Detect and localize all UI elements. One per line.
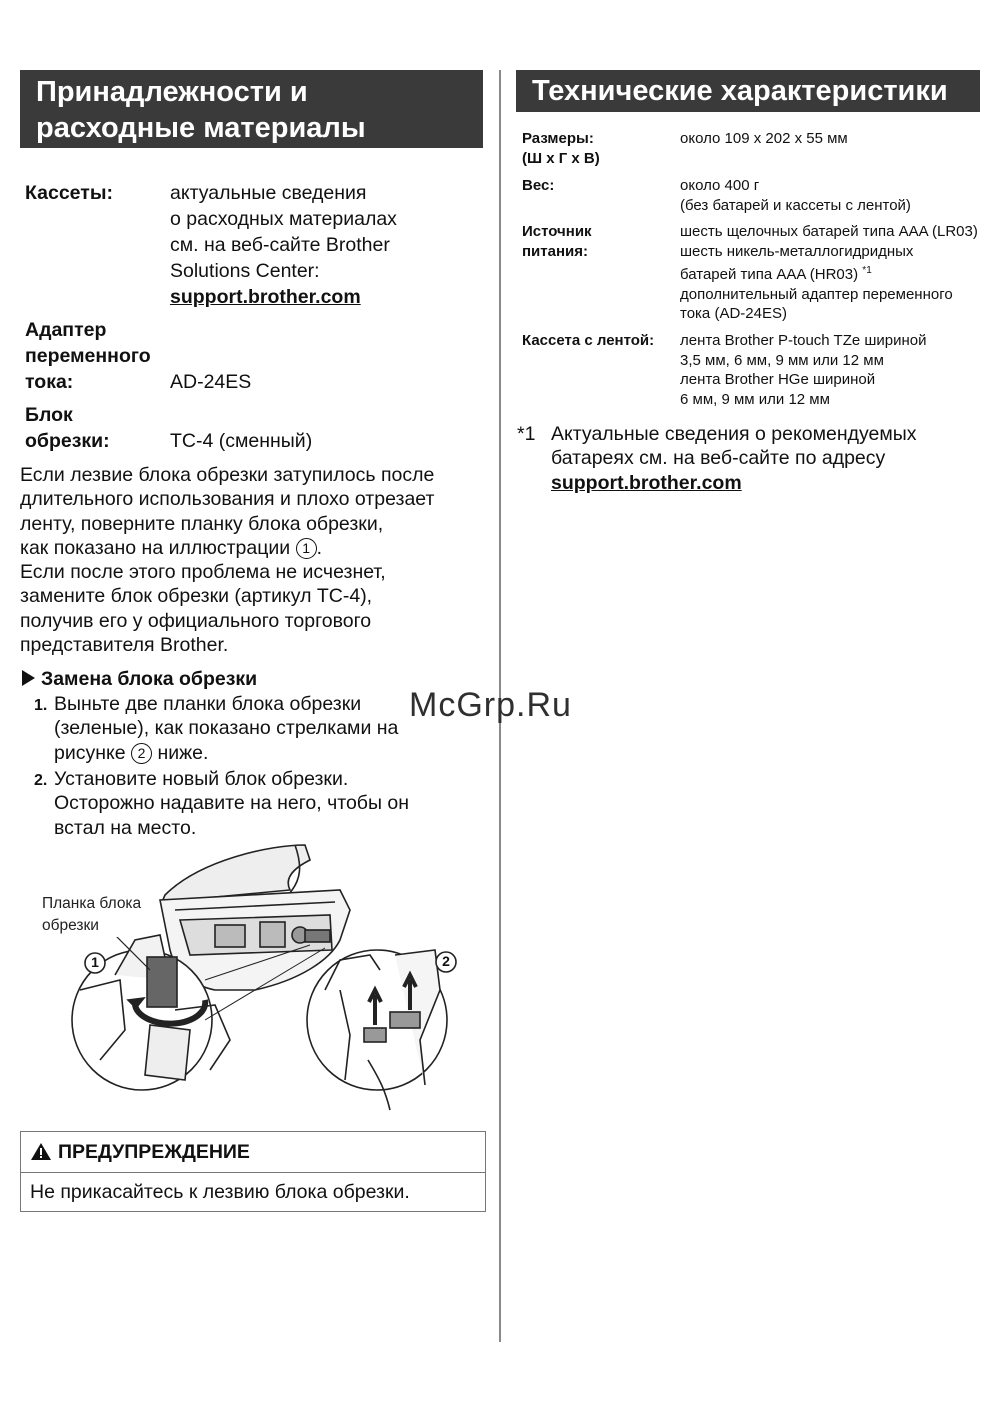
watermark: McGrp.Ru <box>409 686 572 724</box>
text-line: встал на место. <box>54 816 197 839</box>
triangle-right-icon <box>22 670 35 686</box>
text-line: (Ш x Г x В) <box>522 149 600 167</box>
text-line: Если после этого проблема не исчезнет, <box>20 561 386 584</box>
cassettes-text <box>170 180 397 310</box>
text-line: батареях см. на веб-сайте по адресу <box>551 447 886 470</box>
text-span: батарей типа AAA (HR03) <box>680 266 859 283</box>
adapter-label <box>25 317 151 395</box>
cutter-label <box>25 402 110 454</box>
heading-line: Принадлежности и <box>36 76 308 108</box>
warning-icon <box>30 1142 52 1161</box>
text-line: Адаптер <box>25 319 107 341</box>
power-label <box>522 222 592 261</box>
text-line: Планка блока <box>42 895 142 912</box>
text-line: длительного использования и плохо отрезает <box>20 488 435 511</box>
text-line: Размеры: <box>522 130 594 147</box>
footnote-mark: *1 <box>517 423 536 445</box>
support-link[interactable]: support.brother.com <box>170 286 361 308</box>
text-line: актуальные сведения <box>170 182 367 204</box>
adapter-value: AD-24ES <box>170 371 252 393</box>
text-line: обрезки: <box>25 430 110 452</box>
tape-label: Кассета с лентой: <box>522 332 655 349</box>
step-2-text <box>54 767 409 840</box>
cutter-illustration <box>40 840 480 1120</box>
step-1-text <box>54 692 398 765</box>
warning-header <box>21 1132 485 1173</box>
text-line: ленту, поверните планку блока обрезки, <box>20 512 384 535</box>
text-line: Выньте две планки блока обрезки <box>54 693 362 715</box>
figure-number-2: 2 <box>442 953 450 969</box>
text-line: Осторожно надавите на него, чтобы он <box>54 792 410 815</box>
cassettes-label: Кассеты: <box>25 182 113 204</box>
warning-box <box>20 1131 486 1212</box>
text-line <box>54 741 398 765</box>
text-line: (зеленые), как показано стрелками на <box>54 717 399 740</box>
accessories-heading <box>20 70 483 148</box>
text-line: Solutions Center: <box>170 260 320 282</box>
text-line: питания: <box>522 242 588 260</box>
heading-line: расходные материалы <box>36 112 366 144</box>
weight-value <box>680 176 911 215</box>
text-line: дополнительный адаптер переменного <box>680 285 953 303</box>
step-number: 1. <box>34 697 48 714</box>
text-line: тока (AD-24ES) <box>680 305 787 322</box>
warning-text: Не прикасайтесь к лезвию блока обрезки. <box>30 1181 410 1203</box>
text-line: лента Brother P-touch TZe шириной <box>680 332 927 349</box>
text-line: Источник <box>522 223 592 240</box>
footnote-link[interactable]: support.brother.com <box>551 471 742 494</box>
text-line: обрезки <box>42 917 99 934</box>
footnote-text <box>551 422 917 495</box>
text-line: переменного <box>25 345 151 367</box>
text-span: . <box>316 536 323 559</box>
text-line: Если лезвие блока обрезки затупилось после <box>20 464 435 486</box>
text-line: Актуальные сведения о рекомендуемых <box>551 423 917 445</box>
specifications-heading: Технические характеристики <box>516 70 980 112</box>
text-line: см. на веб-сайте Brother <box>170 234 390 256</box>
warning-title: ПРЕДУПРЕЖДЕНИЕ <box>58 1141 250 1163</box>
text-line: Блок <box>25 404 73 426</box>
footnote-ref: *1 <box>862 265 872 276</box>
text-line: около 400 г <box>680 177 760 194</box>
text-span: рисунке <box>54 741 126 764</box>
text-line: тока: <box>25 371 74 393</box>
replace-heading <box>22 668 257 691</box>
text-line: шесть никель-металлогидридных <box>680 242 914 260</box>
power-value <box>680 222 978 324</box>
text-line: представителя Brother. <box>20 634 229 657</box>
step-number: 2. <box>34 772 48 789</box>
text-line: о расходных материалах <box>170 208 397 230</box>
weight-label: Вес: <box>522 177 555 194</box>
tape-value <box>680 331 927 409</box>
cutter-lever-callout <box>42 893 141 937</box>
text-span: Замена блока обрезки <box>41 668 258 690</box>
text-line: 6 мм, 9 мм или 12 мм <box>680 390 830 408</box>
text-span: ниже. <box>157 741 209 764</box>
text-line: лента Brother HGe шириной <box>680 371 876 388</box>
text-line: (без батарей и кассеты с лентой) <box>680 196 911 214</box>
cutter-paragraph <box>20 463 490 657</box>
figure-number-1: 1 <box>91 954 99 970</box>
text-line: замените блок обрезки (артикул TC-4), <box>20 585 373 608</box>
dims-value: около 109 x 202 x 55 мм <box>680 130 848 147</box>
text-line <box>680 261 978 285</box>
text-span: как показано на иллюстрации <box>20 536 291 559</box>
circled-number-2: 2 <box>131 743 152 764</box>
cutter-value: TC-4 (сменный) <box>170 430 313 452</box>
circled-number-1: 1 <box>296 538 317 559</box>
text-line: шесть щелочных батарей типа AAA (LR03) <box>680 223 978 240</box>
dims-label <box>522 129 600 168</box>
text-line: получив его у официального торгового <box>20 609 372 632</box>
text-line: Установите новый блок обрезки. <box>54 768 349 790</box>
text-line <box>20 536 490 560</box>
text-line: 3,5 мм, 6 мм, 9 мм или 12 мм <box>680 351 884 369</box>
